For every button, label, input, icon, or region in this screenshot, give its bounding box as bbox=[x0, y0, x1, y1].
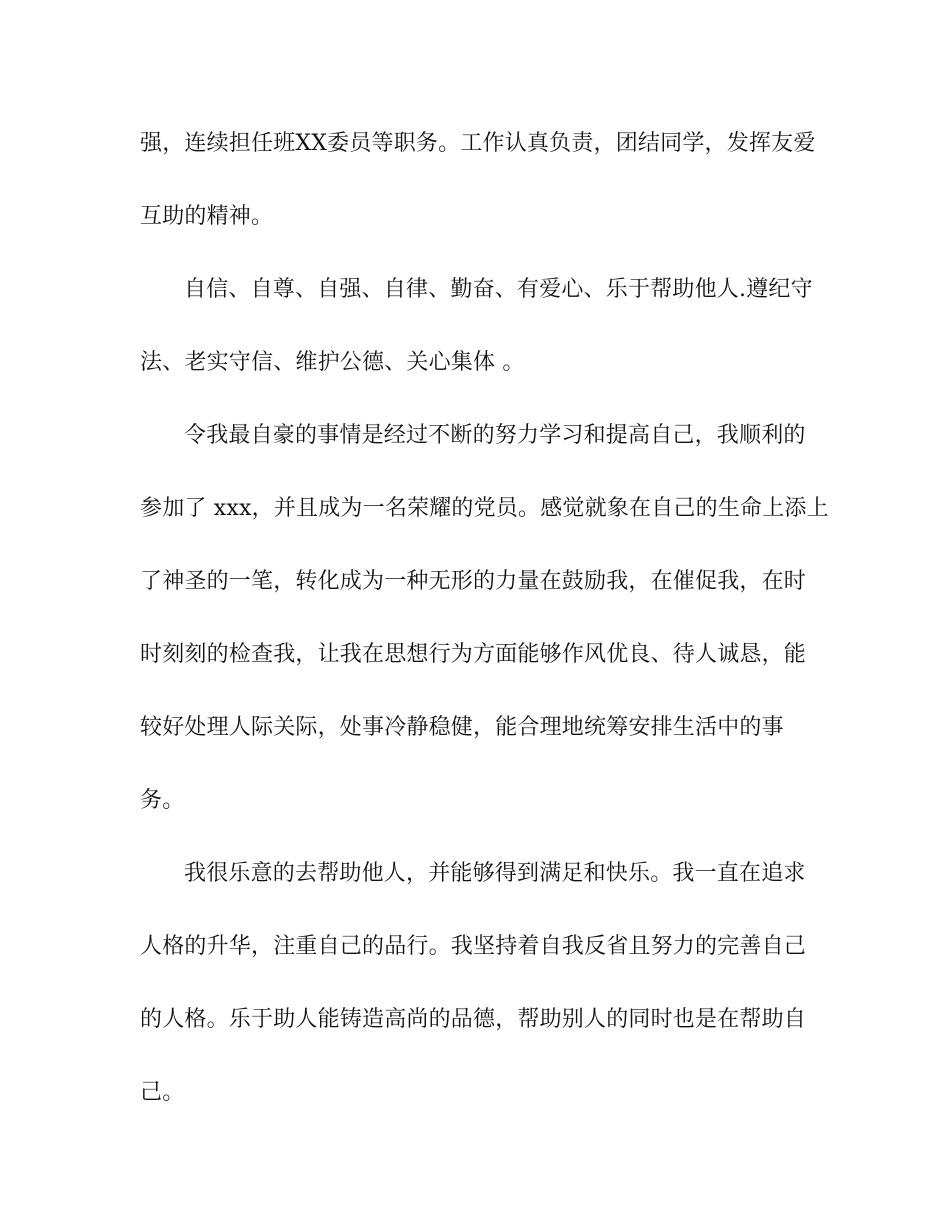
text-line: 较好处理人际关际，处事冷静稳健，能合理地统筹安排生活中的事 bbox=[140, 715, 784, 740]
text-line: 务。 bbox=[140, 788, 185, 813]
text-line: 了神圣的一笔，转化成为一种无形的力量在鼓励我，在催促我，在时 bbox=[140, 569, 807, 594]
text-line: 人格的升华，注重自己的品行。我坚持着自我反省且努力的完善自己 bbox=[140, 934, 807, 959]
paragraph-first-line: 令我最自豪的事情是经过不断的努力学习和提高自己，我顺利的 bbox=[184, 423, 806, 448]
text-line: 的人格。乐于助人能铸造高尚的品德，帮助别人的同时也是在帮助自 bbox=[140, 1007, 807, 1032]
text-line: 强，连续担任班XX委员等职务。工作认真负责，团结同学，发挥友爱 bbox=[140, 131, 816, 156]
text-line: 参加了 xxx，并且成为一名荣耀的党员。感觉就象在自己的生命上添上 bbox=[140, 496, 829, 521]
paragraph-first-line: 我很乐意的去帮助他人，并能够得到满足和快乐。我一直在追求 bbox=[184, 861, 806, 886]
paragraph-first-line: 自信、自尊、自强、自律、勤奋、有爱心、乐于帮助他人.遵纪守 bbox=[184, 277, 813, 302]
text-line: 法、老实守信、维护公德、关心集体 。 bbox=[140, 350, 525, 375]
text-line: 互助的精神。 bbox=[140, 204, 274, 229]
text-line: 时刻刻的检查我，让我在思想行为方面能够作风优良、待人诚恳，能 bbox=[140, 642, 807, 667]
text-line: 己。 bbox=[140, 1080, 185, 1105]
